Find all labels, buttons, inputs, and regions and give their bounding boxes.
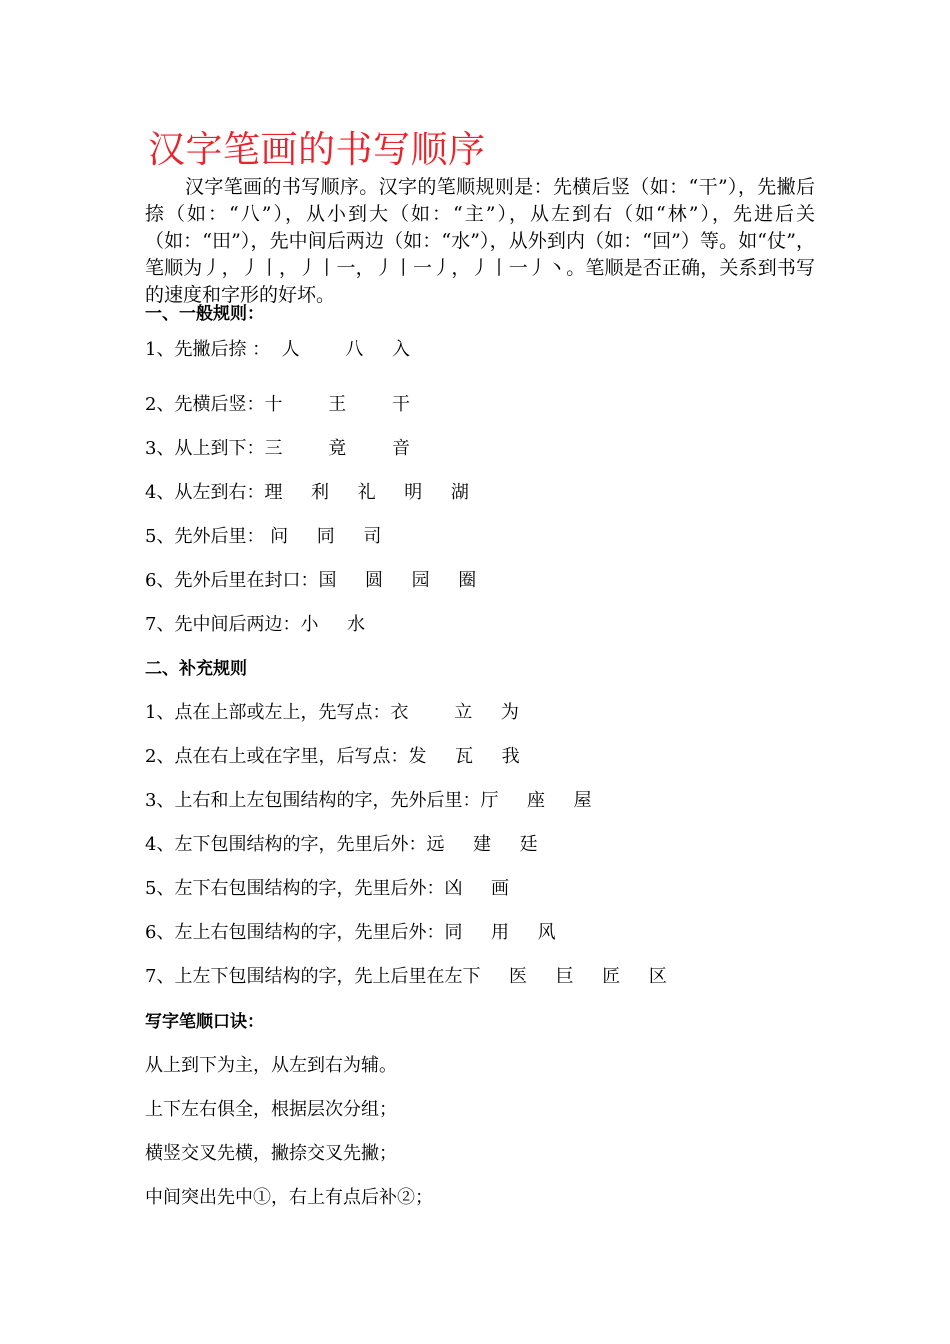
intro-text: 汉字笔画的书写顺序。汉字的笔顺规则是：先横后竖（如：“干”），先撇后捺（如：“八”），从小到大（如：“主”），从左到右（如“林”），先进后关（如：“田”），先中间后两边（如：“水”），从外到内（如：“回”）等。如“仗”，笔顺为丿，丿丨，丿丨一，丿丨一丿，丿丨一丿丶。笔顺是否正确，关系到书写的速度和字形的好坏。 <box>145 176 815 306</box>
mnemonic-line: 中间突出先中①，右上有点后补②； <box>145 1187 433 1208</box>
mnemonic-heading: 写字笔顺口诀： <box>145 1012 264 1032</box>
mnemonic-line: 横竖交叉先横，撇捺交叉先撇； <box>145 1143 397 1164</box>
general-rule-item: 6、先外后里在封口：国 圆 园 圈 <box>145 570 477 591</box>
supplementary-rule-item: 7、上左下包围结构的字，先上后里在左下 医 巨 匠 区 <box>145 966 667 987</box>
supplementary-rule-item: 1、点在上部或左上，先写点：衣 立 为 <box>145 702 519 723</box>
general-rule-item: 4、从左到右：理 利 礼 明 湖 <box>145 482 469 503</box>
general-rule-item: 3、从上到下：三 竟 音 <box>145 438 410 459</box>
supplementary-rule-item: 4、左下包围结构的字，先里后外：远 建 廷 <box>145 834 538 855</box>
section-supplementary-rules-heading: 二、补充规则 <box>145 659 247 679</box>
supplementary-rule-item: 6、左上右包围结构的字，先里后外：同 用 风 <box>145 922 556 943</box>
mnemonic-line: 从上到下为主，从左到右为辅。 <box>145 1055 397 1076</box>
supplementary-rule-item: 5、左下右包围结构的字，先里后外：凶 画 <box>145 878 510 899</box>
mnemonic-line: 上下左右俱全，根据层次分组； <box>145 1099 397 1120</box>
supplementary-rule-item: 2、点在右上或在字里，后写点：发 瓦 我 <box>145 746 520 767</box>
general-rule-item: 2、先横后竖：十 王 干 <box>145 394 410 415</box>
document-title: 汉字笔画的书写顺序 <box>148 128 486 171</box>
general-rule-item: 1、先撇后捺 ： 人 八 入 <box>145 339 410 360</box>
general-rule-item: 5、先外后里： 问 同 司 <box>145 526 382 547</box>
section-general-rules-heading: 一、一般规则： <box>145 304 264 324</box>
intro-paragraph <box>145 174 815 309</box>
general-rule-item: 7、先中间后两边：小 水 <box>145 614 366 635</box>
supplementary-rule-item: 3、上右和上左包围结构的字，先外后里：厅 座 屋 <box>145 790 592 811</box>
